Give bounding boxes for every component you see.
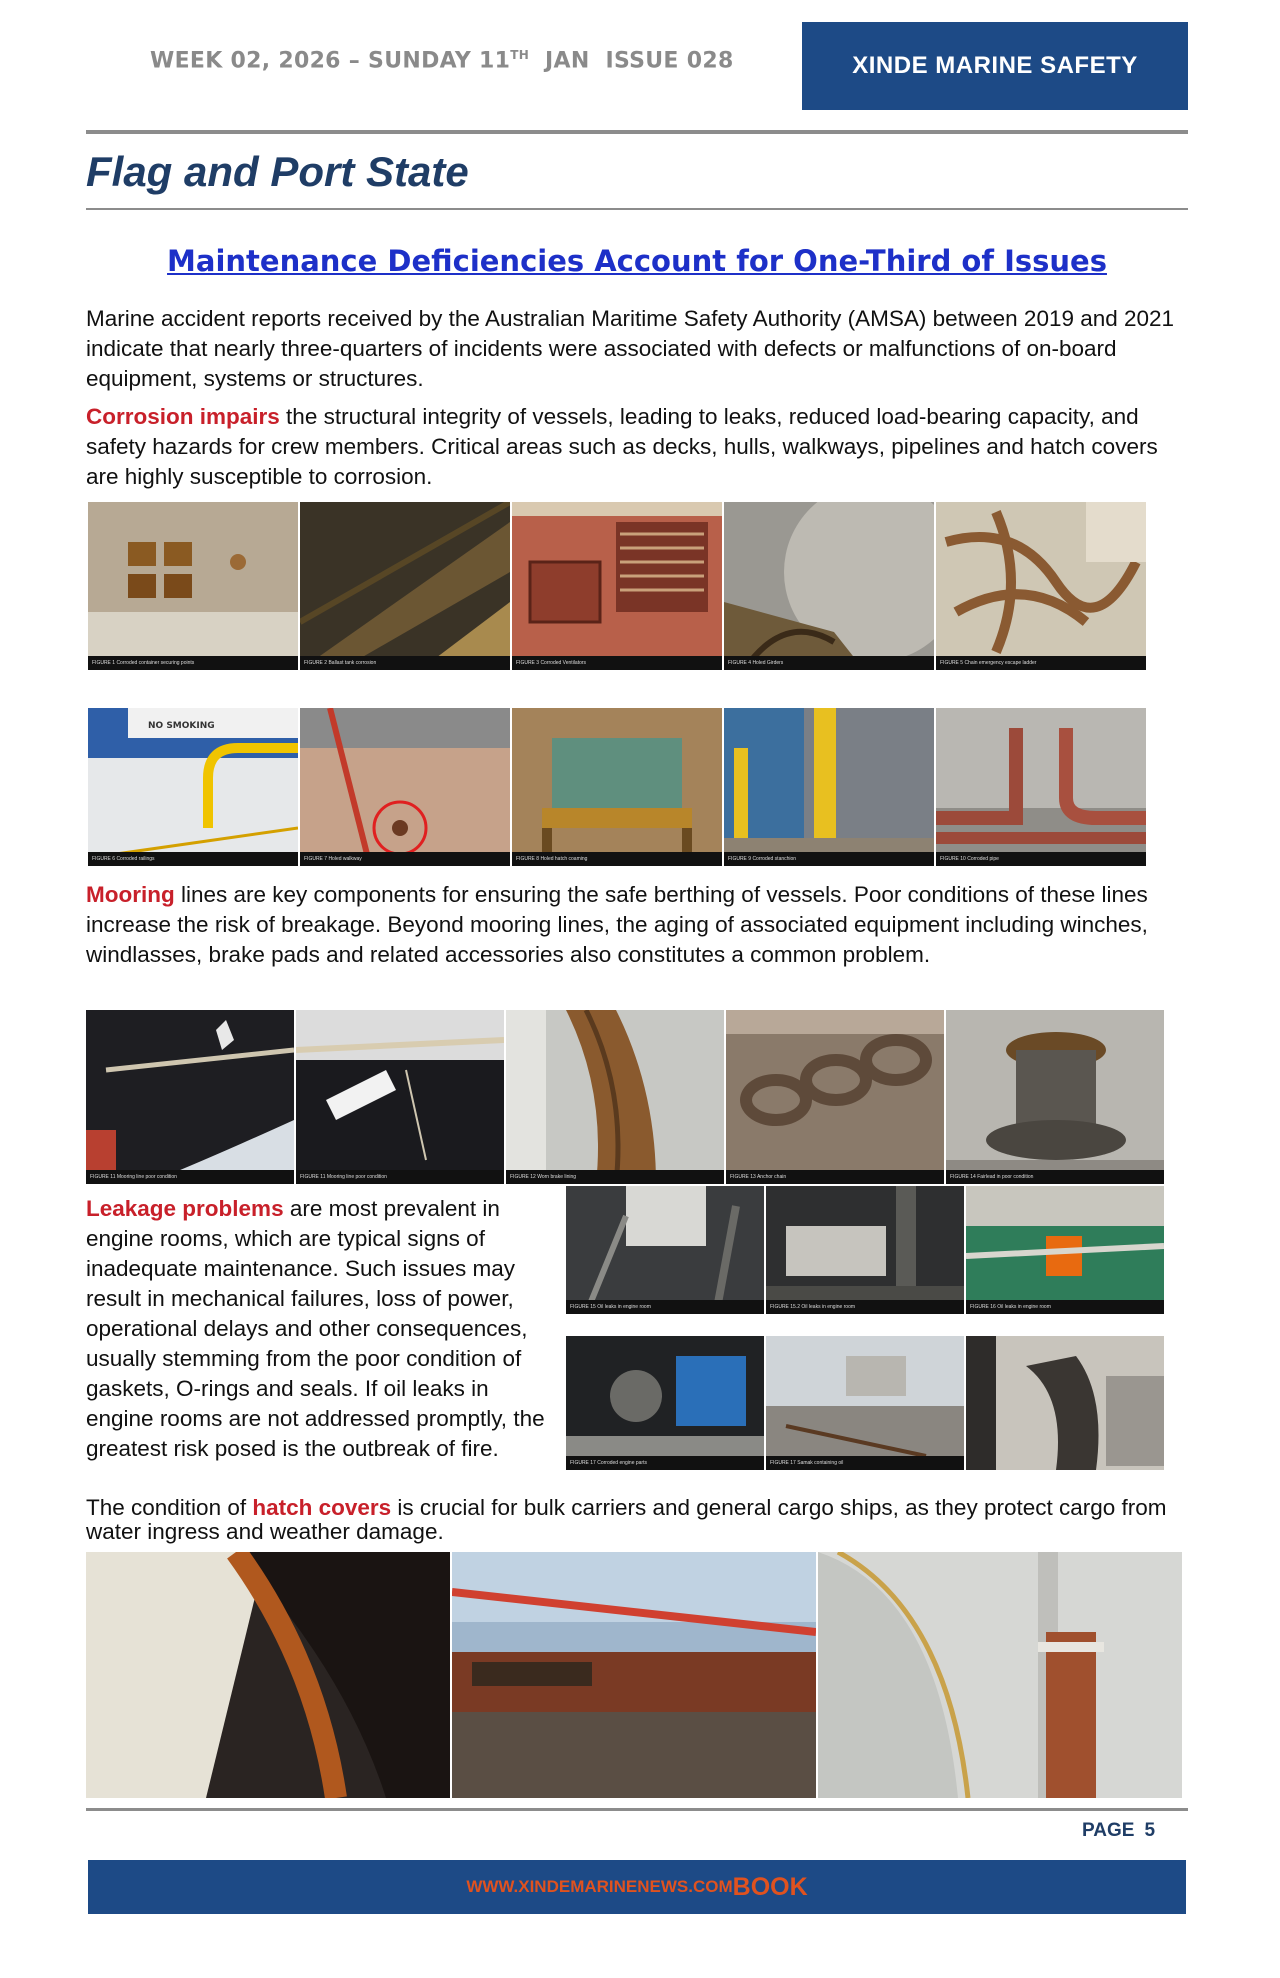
figure-caption: FIGURE 9 Corroded stanchion	[724, 852, 934, 866]
hatch-photo-row	[86, 1552, 1182, 1798]
section-divider	[86, 208, 1188, 210]
intro-paragraph: Marine accident reports received by the Australian Maritime Safety Authority (AMSA) between 2019 and 2021 indicate that nearly three-quarters of incidents were associated with defects or malfunctions of on-board equipment, systems or structures.	[86, 306, 1175, 391]
figure-caption: FIGURE 15 Oil leaks in engine room	[566, 1300, 764, 1314]
figure-caption: FIGURE 11 Mooring line poor condition	[296, 1170, 504, 1184]
photo-mooring-line-frayed	[296, 1010, 504, 1184]
figure-caption: FIGURE 11 Mooring line poor condition	[86, 1170, 294, 1184]
corrosion-text: the structural integrity of vessels, leading to leaks, reduced load-bearing capacity, and safety hazards for crew members. Critical areas such as decks, hulls, walkways, pipelines and hatch covers are highly susceptible to corrosion.	[86, 404, 1158, 489]
mooring-paragraph	[86, 880, 1196, 970]
photo-anchor-chain	[726, 1010, 944, 1184]
mooring-photo-row	[86, 1010, 1164, 1184]
photo-corroded-pipe	[936, 708, 1146, 866]
issue-label: ISSUE 028	[605, 48, 734, 74]
header-divider	[86, 130, 1188, 134]
week-label: WEEK 02, 2026	[150, 48, 341, 74]
photo-worn-brake-lining	[506, 1010, 724, 1184]
photo-fairlead	[946, 1010, 1164, 1184]
book-label: BOOK	[732, 1872, 808, 1901]
no-smoking-sign: NO SMOKING	[148, 721, 215, 731]
photo-engine-leak-2	[766, 1186, 964, 1314]
photo-emergency-ladder	[936, 502, 1146, 670]
photo-hatch-seal	[452, 1552, 816, 1798]
photo-corroded-railings	[88, 708, 298, 866]
photo-ballast-tank	[300, 502, 510, 670]
figure-caption: FIGURE 12 Worn brake lining	[506, 1170, 724, 1184]
figure-caption: FIGURE 17 Samak containing oil	[766, 1456, 964, 1470]
mooring-text: lines are key components for ensuring the safe berthing of vessels. Poor conditions of these lines increase the risk of breakage. Beyond mooring lines, the aging of associated equipment including winches, windlasses, brake pads and related accessories also constitutes a common problem.	[86, 882, 1148, 967]
figure-caption: FIGURE 15.2 Oil leaks in engine room	[766, 1300, 964, 1314]
mooring-lead: Mooring	[86, 882, 175, 907]
day-suffix: TH	[510, 48, 530, 62]
figure-caption: FIGURE 16 Oil leaks in engine room	[966, 1300, 1164, 1314]
photo-engine-parts	[566, 1336, 764, 1470]
photo-container-securing-points	[88, 502, 298, 670]
photo-samak-oil	[766, 1336, 964, 1470]
figure-caption: FIGURE 4 Holed Girders	[724, 656, 934, 670]
page-number: 5	[1144, 1820, 1156, 1841]
header-dash: –	[348, 48, 361, 74]
figure-caption: FIGURE 8 Holed hatch coaming	[512, 852, 722, 866]
photo-hatch-pipe	[818, 1552, 1182, 1798]
photo-hatch-corner	[86, 1552, 450, 1798]
page-indicator	[1082, 1820, 1155, 1842]
figure-caption: FIGURE 10 Corroded pipe	[936, 852, 1146, 866]
section-title: Flag and Port State	[86, 148, 469, 195]
issue-info	[150, 48, 734, 73]
figure-caption: FIGURE 2 Ballast tank corrosion	[300, 656, 510, 670]
article-headline[interactable]: Maintenance Deficiencies Account for One-Third of Issues	[167, 244, 1107, 278]
photo-mooring-line-hull	[86, 1010, 294, 1184]
figure-caption: FIGURE 1 Corroded container securing points	[88, 656, 298, 670]
photo-fire-damage	[966, 1336, 1164, 1470]
photo-holed-girders	[724, 502, 934, 670]
brand-banner: XINDE MARINE SAFETY	[802, 22, 1188, 110]
day-label: SUNDAY 11	[368, 48, 511, 74]
photo-holed-hatch-coaming	[512, 708, 722, 866]
footer-divider	[86, 1808, 1188, 1811]
photo-holed-walkway	[300, 708, 510, 866]
figure-caption: FIGURE 5 Chain emergency escape ladder	[936, 656, 1146, 670]
figure-caption: FIGURE 14 Fairlead in poor condition	[946, 1170, 1164, 1184]
leakage-text: are most prevalent in engine rooms, which are typical signs of inadequate maintenance. Such issues may result in mechanical failures, loss of power, operational delays and other consequences, usually stemming from the poor condition of gaskets, O-rings and seals. If oil leaks in engine rooms are not addressed promptly, the greatest risk posed is the outbreak of fire.	[86, 1196, 545, 1461]
figure-caption: FIGURE 6 Corroded railings	[88, 852, 298, 866]
photo-engine-leak-3	[966, 1186, 1164, 1314]
hatch-paragraph	[86, 1496, 1196, 1544]
figure-caption: FIGURE 7 Holed walkway	[300, 852, 510, 866]
hatch-pre: The condition of	[86, 1495, 253, 1520]
photo-corroded-stanchion	[724, 708, 934, 866]
photo-corroded-ventilators	[512, 502, 722, 670]
figure-caption: FIGURE 17 Corroded engine parts	[566, 1456, 764, 1470]
hatch-text: is crucial for bulk carriers and general cargo ships, as they protect cargo from water ingress and weather damage.	[86, 1495, 1167, 1544]
corrosion-lead: Corrosion impairs	[86, 404, 280, 429]
footer-banner[interactable]	[88, 1860, 1186, 1914]
corrosion-paragraph	[86, 402, 1196, 492]
figure-caption: FIGURE 3 Corroded Ventilators	[512, 656, 722, 670]
corrosion-photo-row-2	[88, 708, 1146, 866]
photo-engine-leak-1	[566, 1186, 764, 1314]
leakage-photo-row-1	[566, 1186, 1164, 1314]
leakage-paragraph	[86, 1194, 556, 1464]
hatch-lead: hatch covers	[252, 1495, 392, 1520]
leakage-photo-row-2	[566, 1336, 1164, 1470]
page-label: PAGE	[1082, 1820, 1135, 1841]
website-link[interactable]: WWW.XINDEMARINENEWS.COM	[466, 1877, 733, 1896]
month-label: JAN	[545, 48, 590, 74]
corrosion-photo-row-1	[88, 502, 1146, 670]
leakage-lead: Leakage problems	[86, 1196, 284, 1221]
figure-caption: FIGURE 13 Anchor chain	[726, 1170, 944, 1184]
